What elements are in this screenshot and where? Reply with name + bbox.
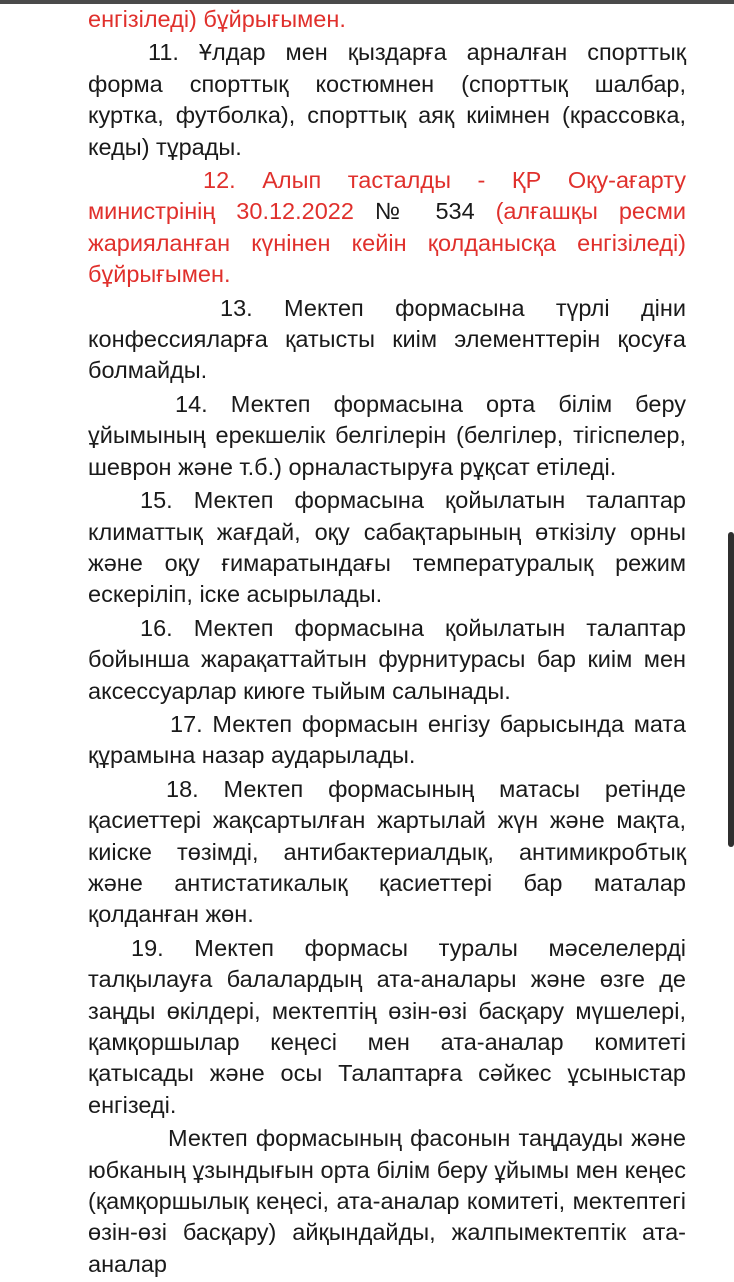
paragraph-11	[88, 37, 686, 163]
paragraph-19-text: 19. Мектеп формасы туралы мәселелерді талқылауға балалардың ата-аналары және өзге де заңды өкілдері, мектептің өзін-өзі басқару мүшелері, қамқоршылар кеңесі мен ата-аналар комитеті қатысады және осы Талаптарға сәйкес ұсыныстар енгізеді.	[88, 934, 686, 1118]
paragraph-14	[88, 389, 686, 483]
paragraph-amendment-tail	[88, 4, 686, 35]
paragraph-uniform-style-text: Мектеп формасының фасонын таңдауды және юбканың ұзындығын орта білім беру ұйымы мен кеңес (қамқоршылық кеңесі, ата-аналар комитеті, мектептегі өзін-өзі басқару) айқындайды, жалпымектептік ата-аналар	[88, 1125, 686, 1277]
paragraph-14-text: 14. Мектеп формасына орта білім беру ұйымының ерекшелік белгілерін (белгілер, тігіспелер, шеврон және т.б.) орналастыруға рұқсат етіледі.	[88, 390, 686, 480]
paragraph-16	[88, 613, 686, 707]
paragraph-12-text-a: 12. Алып тасталды - ҚР Оқу-ағарту министрінің 30.12.2022	[88, 167, 686, 225]
amendment-text: енгізіледі) бұйрығымен.	[88, 6, 346, 32]
paragraph-12-repealed	[88, 165, 686, 291]
paragraph-17	[88, 709, 686, 772]
paragraph-13-text: 13. Мектеп формасына түрлі діни конфессияларға қатысты киім элементтерін қосуға болмайды.	[88, 294, 686, 384]
paragraph-18-text: 18. Мектеп формасының матасы ретінде қасиеттері жақсартылған жартылай жүн және мақта, киіске төзімді, антибактериалдық, антимикробтық және антистатикалық қасиеттері бар маталар қолданған жөн.	[88, 775, 686, 928]
paragraph-school-uniform-style	[88, 1123, 686, 1280]
paragraph-15-text: 15. Мектеп формасына қойылатын талаптар климаттық жағдай, оқу сабақтарының өткізілу орны және оқу ғимаратындағы температуралық режим ескеріліп, іске асырылады.	[88, 487, 686, 608]
paragraph-18	[88, 774, 686, 931]
paragraph-12-text-b: (алғашқы ресми жарияланған күнінен кейін қолданысқа енгізіледі) бұйрығымен.	[88, 198, 686, 288]
order-number: № 534	[374, 198, 475, 225]
paragraph-19	[88, 933, 686, 1121]
paragraph-15	[88, 485, 686, 611]
paragraph-16-text: 16. Мектеп формасына қойылатын талаптар бойынша жарақаттайтын фурнитурасы бар киім мен аксессуарлар киюге тыйым салынады.	[88, 614, 686, 704]
paragraph-11-text: 11. Ұлдар мен қыздарға арналған спорттық форма спорттық костюмнен (спорттық шалбар, куртка, футболка), спорттық аяқ киімнен (крассовка, кеды) тұрады.	[88, 39, 686, 160]
scrollbar-thumb[interactable]	[728, 532, 734, 847]
document-body[interactable]	[88, 4, 686, 1282]
paragraph-13	[88, 293, 686, 387]
paragraph-17-text: 17. Мектеп формасын енгізу барысында мата құрамына назар аударылады.	[88, 710, 686, 769]
